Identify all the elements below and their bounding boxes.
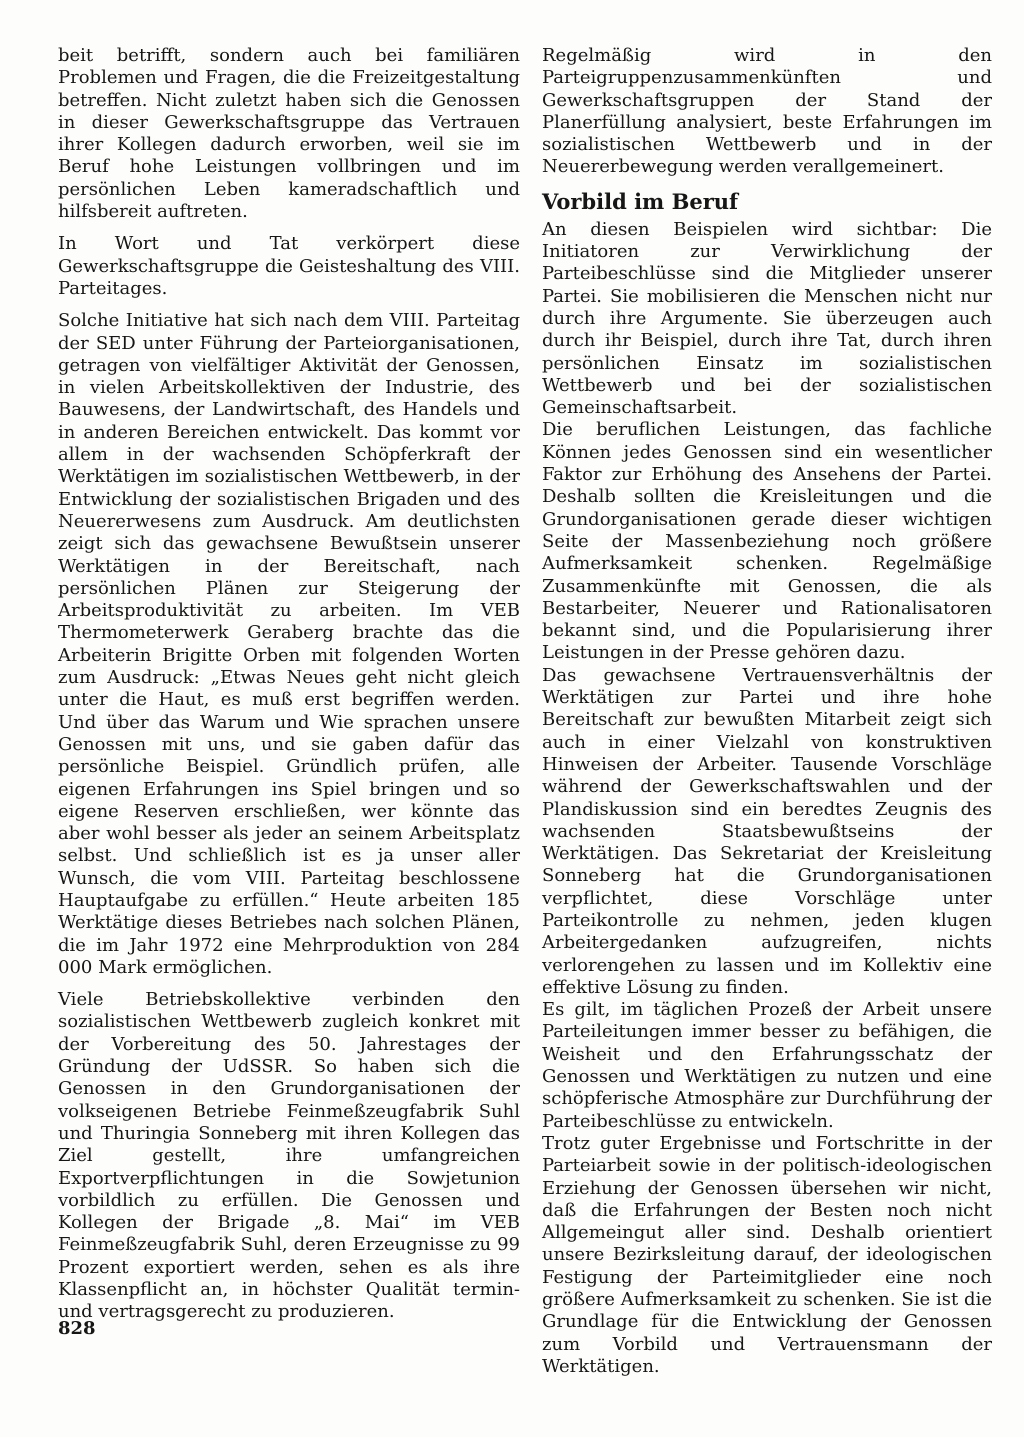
left-column	[58, 45, 520, 1334]
left-paragraph-3: Solche Initiative hat sich nach dem VIII. Parteitag der SED unter Führung der Parteiorganisationen, getragen von vielfältiger Aktivität der Genossen, in vielen Arbeitskollektiven der Industrie, des Bauwesens, der Landwirtschaft, des Handels und in anderen Bereichen entwickelt. Das kommt vor allem in der wachsenden Schöpferkraft der Werktätigen im sozialistischen Wettbewerb, in der Entwicklung der sozialistischen Brigaden und des Neuererwesens zum Ausdruck. Am deutlichsten zeigt sich das gewachsene Bewußtsein unserer Werktätigen in der Bereitschaft, nach persönlichen Plänen zur Steigerung der Arbeitsproduktivität zu arbeiten. Im VEB Thermometerwerk Geraberg brachte das die Arbeiterin Brigitte Orben mit folgenden Worten zum Ausdruck: „Etwas Neues geht nicht gleich unter die Haut, es muß erst begriffen werden. Und über das Warum und Wie sprachen unsere Genossen mit uns, und sie gaben dafür das persönliche Beispiel. Gründlich prüfen, alle eigenen Erfahrungen ins Spiel bringen und so eigene Reserven erschließen, wer könnte das aber wohl besser als jeder an seinem Arbeitsplatz selbst. Und schließlich ist es ja unser aller Wunsch, die vom VIII. Parteitag beschlossene Hauptaufgabe zu erfüllen.“ Heute arbeiten 185 Werktätige dieses Betriebes nach solchen Plänen, die im Jahr 1972 eine Mehrproduktion von 284 000 Mark ermöglichen.	[58, 310, 520, 978]
left-paragraph-4: Viele Betriebskollektive verbinden den sozialistischen Wettbewerb zugleich konkret mit der Vorbereitung des 50. Jahrestages der Gründung der UdSSR. So haben sich die Genossen in den Grundorganisationen der volkseigenen Betriebe Feinmeßzeugfabrik Suhl und Thuringia Sonneberg mit ihren Kollegen das Ziel gestellt, ihre umfangreichen Exportverpflichtungen in die Sowjetunion vorbildlich zu erfüllen. Die Genossen und Kollegen der Brigade „8. Mai“ im VEB Feinmeßzeugfabrik Suhl, deren Erzeugnisse zu 99 Prozent exportiert werden, sehen es als ihre Klassenpflicht an, in höchster Qualität termin- und vertragsgerecht zu produzieren.	[58, 989, 520, 1323]
section-heading: Vorbild im Beruf	[542, 188, 739, 214]
right-column	[542, 45, 992, 1378]
right-paragraph-2: Die beruflichen Leistungen, das fachliche Können jedes Genossen sind ein wesentlicher Faktor zur Erhöhung des Ansehens der Partei. Deshalb sollten die Kreisleitungen und die Grundorganisationen gerade dieser wichtigen Seite der Massenbeziehung noch größere Aufmerksamkeit schenken. Regelmäßige Zusammenkünfte mit Genossen, die als Bestarbeiter, Neuerer und Rationalisatoren bekannt sind, und die Popularisierung ihrer Leistungen in der Presse gehören dazu.	[542, 419, 992, 664]
page-number: 828	[58, 1318, 96, 1339]
left-paragraph-2: In Wort und Tat verkörpert diese Gewerkschaftsgruppe die Geisteshaltung des VIII. Parteitages.	[58, 233, 520, 299]
right-paragraph-1: An diesen Beispielen wird sichtbar: Die Initiatoren zur Verwirklichung der Parteibeschlüsse sind die Mitglieder unserer Partei. Sie mobilisieren die Menschen nicht nur durch ihre Argumente. Sie überzeugen auch durch ihr Beispiel, durch ihre Tat, durch ihren persönlichen Einsatz im sozialistischen Wettbewerb und bei der sozialistischen Gemeinschaftsarbeit.	[542, 218, 992, 419]
right-paragraph-3: Das gewachsene Vertrauensverhältnis der Werktätigen zur Partei und ihre hohe Bereitschaft zur bewußten Mitarbeit zeigt sich auch in einer Vielzahl von konstruktiven Hinweisen der Arbeiter. Tausende Vorschläge während der Gewerkschaftswahlen und der Plandiskussion sind ein beredtes Zeugnis des wachsenden Staatsbewußtseins der Werktätigen. Das Sekretariat der Kreisleitung Sonneberg hat die Grundorganisationen verpflichtet, diese Vorschläge unter Parteikontrolle zu nehmen, jeden klugen Arbeitergedanken aufzugreifen, nichts verlorengehen zu lassen und im Kollektiv eine effektive Lösung zu finden.	[542, 664, 992, 998]
right-intro-paragraph: Regelmäßig wird in den Parteigruppenzusammenkünften und Gewerkschaftsgruppen der Stand der Planerfüllung analysiert, beste Erfahrungen im sozialistischen Wettbewerb und in der Neuererbewegung werden verallgemeinert.	[542, 45, 992, 178]
right-paragraph-5: Trotz guter Ergebnisse und Fortschritte in der Parteiarbeit sowie in der politisch-ideologischen Erziehung der Genossen übersehen wir nicht, daß die Erfahrungen der Besten noch nicht Allgemeingut aller sind. Deshalb orientiert unsere Bezirksleitung darauf, der ideologischen Festigung der Parteimitglieder eine noch größere Aufmerksamkeit zu schenken. Sie ist die Grundlage für die Entwicklung der Genossen zum Vorbild und Vertrauensmann der Werktätigen.	[542, 1132, 992, 1377]
left-paragraph-1: beit betrifft, sondern auch bei familiären Problemen und Fragen, die die Freizeitgestaltung betreffen. Nicht zuletzt haben sich die Genossen in dieser Gewerkschaftsgruppe das Vertrauen ihrer Kollegen dadurch erworben, weil sie im Beruf hohe Leistungen vollbringen und im persönlichen Leben kameradschaftlich und hilfsbereit auftreten.	[58, 45, 520, 223]
right-paragraph-4: Es gilt, im täglichen Prozeß der Arbeit unsere Parteileitungen immer besser zu befähigen, die Weisheit und den Erfahrungsschatz der Genossen und Werktätigen zu nutzen und eine schöpferische Atmosphäre zur Durchführung der Parteibeschlüsse zu entwickeln.	[542, 999, 992, 1132]
